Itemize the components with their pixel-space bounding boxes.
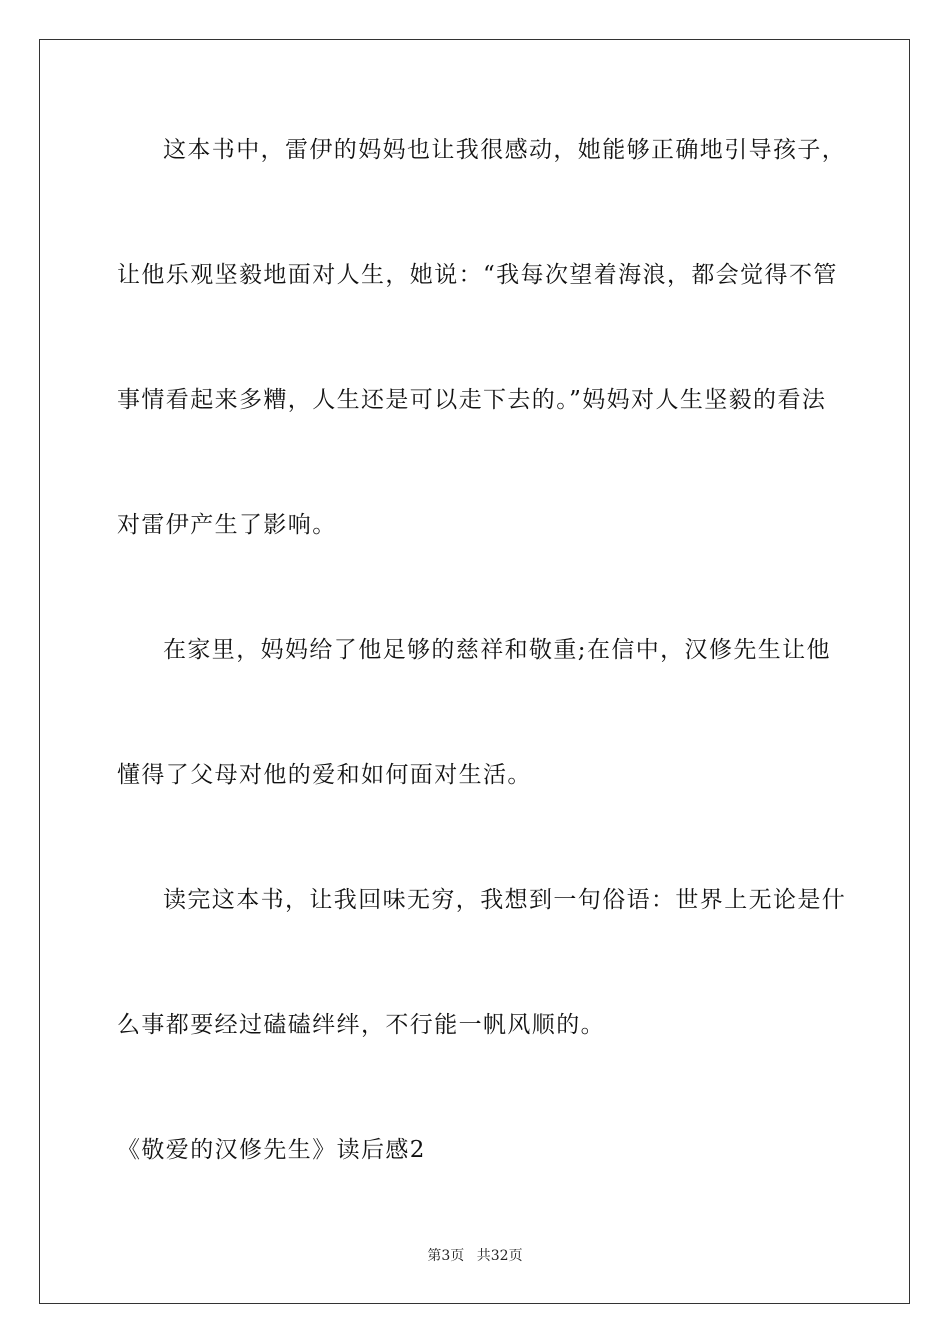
paragraph-line: 读完这本书，让我回味无穷，我想到一句俗语：世界上无论是什 bbox=[163, 887, 847, 913]
paragraph-line: 事情看起来多糟，人生还是可以走下去的。”妈妈对人生坚毅的看法 bbox=[117, 387, 827, 413]
paragraph-line: 懂得了父母对他的爱和如何面对生活。 bbox=[117, 762, 532, 788]
paragraph-line: 么事都要经过磕磕绊绊，不行能一帆风顺的。 bbox=[117, 1012, 605, 1038]
page-total: 共32页 bbox=[476, 1248, 523, 1264]
paragraph-line: 这本书中，雷伊的妈妈也让我很感动，她能够正确地引导孩子， bbox=[163, 137, 847, 163]
paragraph-line: 在家里，妈妈给了他足够的慈祥和敬重;在信中，汉修先生让他 bbox=[163, 637, 831, 663]
page-border bbox=[39, 39, 910, 1304]
paragraph-line: 对雷伊产生了影响。 bbox=[117, 512, 337, 538]
section-heading: 《敬爱的汉修先生》读后感2 bbox=[117, 1137, 426, 1163]
page-number: 第3页 bbox=[427, 1248, 465, 1264]
page-footer bbox=[0, 1247, 950, 1265]
paragraph-line: 让他乐观坚毅地面对人生，她说：“我每次望着海浪，都会觉得不管 bbox=[117, 262, 838, 288]
